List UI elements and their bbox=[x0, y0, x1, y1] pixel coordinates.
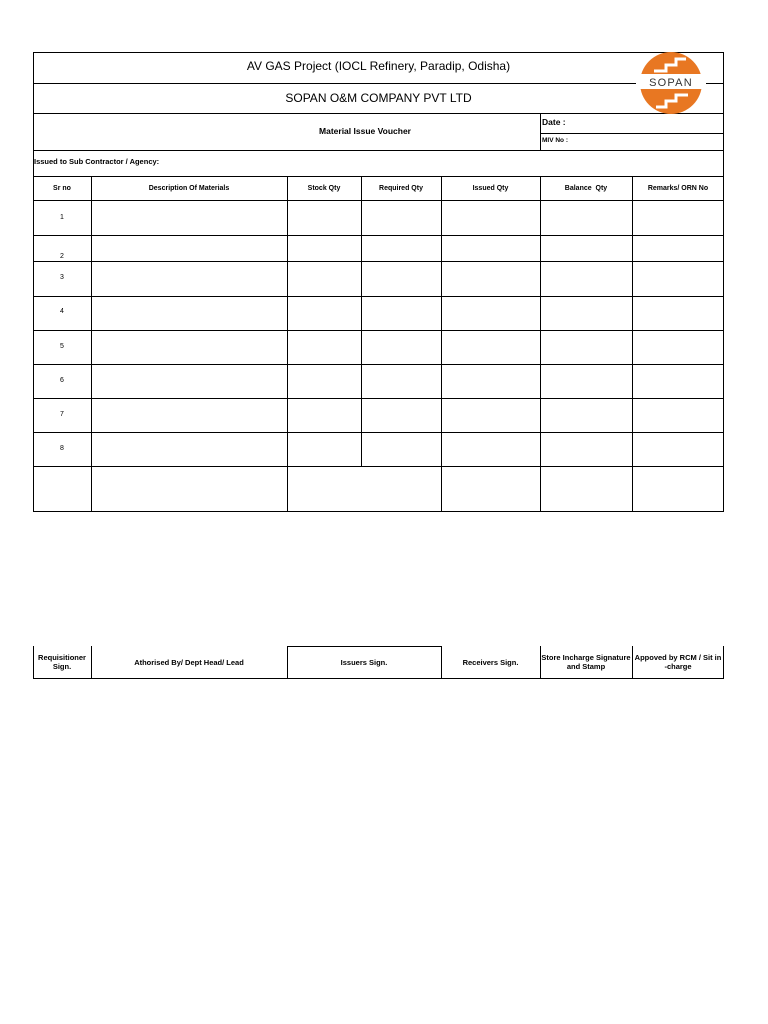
column-divider bbox=[361, 176, 362, 466]
issuers-sign: Issuers Sign. bbox=[340, 657, 388, 667]
sopan-logo-icon bbox=[636, 51, 706, 115]
voucher-title: Material Issue Voucher bbox=[319, 126, 411, 136]
column-header-balance-qty: Balance Qty bbox=[564, 185, 608, 192]
column-divider bbox=[540, 176, 541, 512]
row-number: 2 bbox=[60, 253, 64, 260]
column-divider bbox=[287, 176, 288, 512]
row-number: 6 bbox=[60, 377, 64, 384]
voucher-frame bbox=[33, 52, 724, 512]
row-divider bbox=[33, 466, 724, 467]
header-divider bbox=[33, 83, 724, 84]
date-miv-divider bbox=[540, 133, 724, 134]
store-incharge-sign: Store Incharge Signature and Stamp bbox=[541, 653, 631, 671]
row-number: 5 bbox=[60, 343, 64, 350]
svg-text:SOPAN: SOPAN bbox=[649, 77, 693, 89]
column-header-description: Description Of Materials bbox=[148, 185, 230, 192]
header-divider bbox=[33, 113, 724, 114]
company-name: SOPAN O&M COMPANY PVT LTD bbox=[285, 91, 472, 105]
column-header-divider bbox=[33, 200, 724, 201]
date-column-divider bbox=[540, 113, 541, 150]
miv-label: MIV No : bbox=[542, 137, 568, 144]
row-divider bbox=[33, 364, 724, 365]
authorised-by-sign: Athorised By/ Dept Head/ Lead bbox=[134, 657, 244, 667]
row-number: 3 bbox=[60, 274, 64, 281]
column-header-sr-no: Sr no bbox=[53, 185, 71, 192]
column-header-remarks: Remarks/ ORN No bbox=[647, 185, 709, 192]
requisitioner-sign: Requisitioner Sign. bbox=[38, 653, 86, 671]
row-divider bbox=[33, 296, 724, 297]
issued-to-label: Issued to Sub Contractor / Agency: bbox=[34, 157, 160, 166]
row-number: 1 bbox=[60, 214, 64, 221]
row-divider bbox=[33, 398, 724, 399]
sopan-logo bbox=[636, 51, 706, 115]
row-number: 8 bbox=[60, 445, 64, 452]
row-divider bbox=[33, 432, 724, 433]
column-header-required-qty: Required Qty bbox=[379, 185, 423, 192]
header-divider bbox=[33, 176, 724, 177]
project-title: AV GAS Project (IOCL Refinery, Paradip, Odisha) bbox=[246, 59, 511, 73]
column-header-issued-qty: Issued Qty bbox=[472, 185, 509, 192]
column-divider bbox=[91, 176, 92, 512]
signature-row bbox=[33, 646, 724, 678]
date-label: Date : bbox=[542, 117, 566, 127]
row-number: 7 bbox=[60, 411, 64, 418]
row-divider bbox=[33, 235, 724, 236]
row-number: 4 bbox=[60, 308, 64, 315]
signature-row-bottom bbox=[33, 678, 724, 679]
column-divider bbox=[632, 176, 633, 512]
column-divider bbox=[441, 176, 442, 512]
row-divider bbox=[33, 330, 724, 331]
header-divider bbox=[33, 150, 724, 151]
row-divider bbox=[33, 261, 724, 262]
approved-by-sign: Appoved by RCM / Sit in -charge bbox=[634, 653, 722, 671]
receivers-sign: Receivers Sign. bbox=[462, 657, 519, 667]
column-header-stock-qty: Stock Qty bbox=[307, 185, 341, 192]
